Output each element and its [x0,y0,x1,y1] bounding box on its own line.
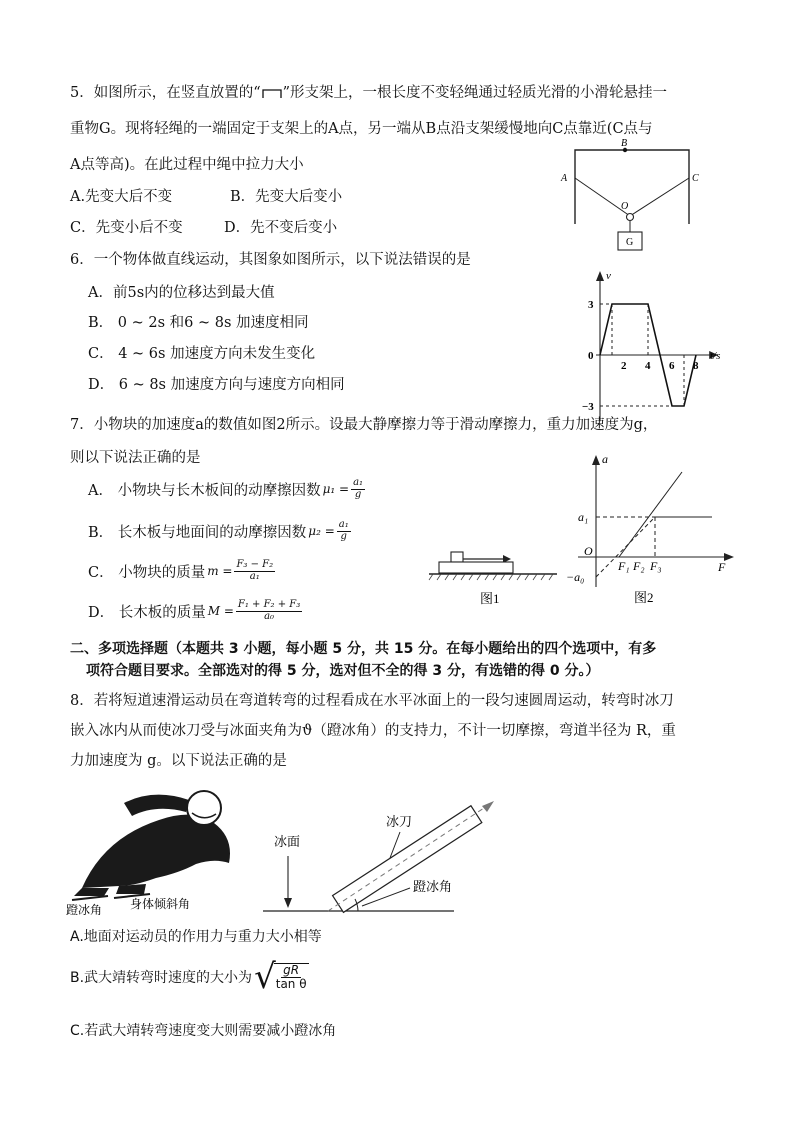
q7-option-b-num: a₁ [338,519,349,530]
q7-option-d-num: F₁ + F₂ + F₃ [237,599,301,610]
q7-option-a-num: a₁ [353,477,364,488]
fig2-axis-f: F [718,560,726,574]
q6-option-c: C． 4 ~ 6s 加速度方向未发生变化 [88,346,316,362]
q5-pulley-figure [555,136,705,256]
x-tick-label: 2 [621,360,627,372]
label-c: C [692,173,699,184]
q5-option-a: A.先变大后不变 [70,189,173,205]
q8-line2: 嵌入冰内从而使冰刀受与冰面夹角为ϑ（蹬冰角）的支持力，不计一切摩擦，弯道半径为 R，重 [70,723,676,739]
fig2-label-a1: a₁ [578,510,589,524]
q7-option-d-var: M = [207,604,234,618]
fig2-label-o: O [584,544,593,558]
fig2-label-neg-a0: −a₀ [566,570,585,584]
label-g: G [626,237,634,248]
q7-option-c-text: C． 小物块的质量 [88,564,206,581]
fig2-caption: 图2 [634,590,654,605]
q6-option-a: A．前5s内的位移达到最大值 [88,285,275,301]
q5-line1 [70,86,667,101]
q5-line3: A点等高)。在此过程中绳中拉力大小 [70,157,304,173]
speed-skater-illustration [64,778,254,918]
long-board [439,562,513,573]
q7-option-b [88,520,353,542]
ice-blade-diagram [258,796,508,921]
q7-option-a-var: μ₁ = [322,482,350,496]
y-axis-arrow-icon [596,271,604,281]
q8-option-b-text: B.武大靖转弯时速度的大小为 [70,970,253,986]
q7-option-b-fraction [337,520,351,542]
q8-option-a: A.地面对运动员的作用力与重力大小相等 [70,929,322,945]
q7-option-b-den: g [340,530,347,542]
q7-option-b-text: B． 长木板与地面间的动摩擦因数 [88,524,307,541]
y-axis-label: v [606,270,611,282]
small-block [451,552,463,562]
section2-header-line2: 项符合题目要求。全部选对的得 5 分，选对但不全的得 3 分，有选错的得 0 分。） [86,663,600,679]
skater-label-body-tilt: 身体倾斜角 [130,897,191,911]
q7-option-c-fraction [234,560,275,582]
sqrt-sign-icon: √ [254,957,276,997]
blade-label: 冰刀 [386,814,413,829]
fig2-label-f2: F₂ [633,559,645,573]
y-tick-label: 0 [588,350,594,362]
q5-option-c: C．先变小后不变 [70,220,183,236]
q8-option-b-den: tan θ [275,977,307,991]
q7-option-d-text: D． 长木板的质量 [88,604,206,621]
q7-stem-line1: 7．小物块的加速度a的数值如图2所示。设最大静摩擦力等于滑动摩擦力，重力加速度为g， [70,417,658,433]
q8-option-c: C.若武大靖转弯速度变大则需要减小蹬冰角 [70,1023,337,1039]
q5-line2: 重物G。现将轻绳的一端固定于支架上的A点，另一端从B点沿支架缓慢地向C点靠近(C点与 [70,121,653,137]
q8-line1: 8．若将短道速滑运动员在弯道转弯的过程看成在水平冰面上的一段匀速圆周运动，转弯时冰刀 [70,693,674,709]
q8-option-b-fraction [274,963,309,990]
q5-line1b-text: ”形支架上，一根长度不变轻绳通过轻质光滑的小滑轮悬挂一 [282,85,668,101]
q7-fig2-acceleration-force-graph [562,447,742,612]
fig2-label-f3: F₃ [650,559,662,573]
fig1-caption: 图1 [480,591,500,606]
helmet-icon [187,791,221,825]
y-tick-label: −3 [582,401,594,413]
x-tick-label: 8 [693,360,699,372]
label-o: O [621,201,629,212]
q7-option-a-den: g [354,488,362,500]
q7-option-c-num: F₃ − F₂ [236,559,274,570]
q7-option-d [88,600,304,622]
q8-line3: 力加速度为 g。以下说法正确的是 [70,753,287,769]
section2-header-line1: 二、多项选择题（本题共 3 小题，每小题 5 分，共 15 分。在每小题给出的四个选项中，有多 [70,641,657,657]
q7-stem-line2: 则以下说法正确的是 [70,450,201,466]
q7-option-a [88,478,367,500]
q5-line1-text: 5．如图所示，在竖直放置的“ [70,85,261,101]
q7-fig1-block-on-board [425,545,565,610]
x-tick-label: 6 [669,360,675,372]
bracket-shape-icon [261,87,283,99]
ice-surface-label: 冰面 [274,834,301,849]
q7-option-a-fraction [351,478,365,500]
q8-option-b-num: gR [283,963,300,978]
q6-option-b: B． 0 ~ 2s 和6 ~ 8s 加速度相同 [88,315,309,331]
q7-option-c-var: m = [207,564,233,578]
q7-option-a-text: A． 小物块与长木板间的动摩擦因数 [88,482,321,499]
label-b: B [621,138,628,149]
y-tick-label: 3 [588,299,594,311]
x-tick-label: 4 [645,360,651,372]
fig2-axis-a: a [602,452,608,466]
q5-option-d: D．先不变后变小 [224,220,338,236]
q7-option-d-fraction [236,600,302,622]
q7-option-c [88,560,277,582]
fig2-label-f1: F₁ [618,559,630,573]
x-axis-label: t/s [710,350,721,362]
q5-option-b: B．先变大后变小 [230,189,343,205]
q6-option-d: D． 6 ~ 8s 加速度方向与速度方向相同 [88,377,345,393]
q7-option-c-den: a₁ [249,570,260,582]
label-a: A [561,173,568,184]
pulley-icon [627,214,634,221]
q8-option-b [70,957,311,997]
skater-label-stand-angle: 蹬冰角 [66,903,103,917]
velocity-time-chart [568,265,726,413]
q7-option-b-var: μ₂ = [308,524,335,538]
q6-stem: 6．一个物体做直线运动，其图象如图所示，以下说法错误的是 [70,252,471,268]
q7-option-d-den: a₀ [264,610,275,622]
angle-label: 蹬冰角 [413,879,453,894]
